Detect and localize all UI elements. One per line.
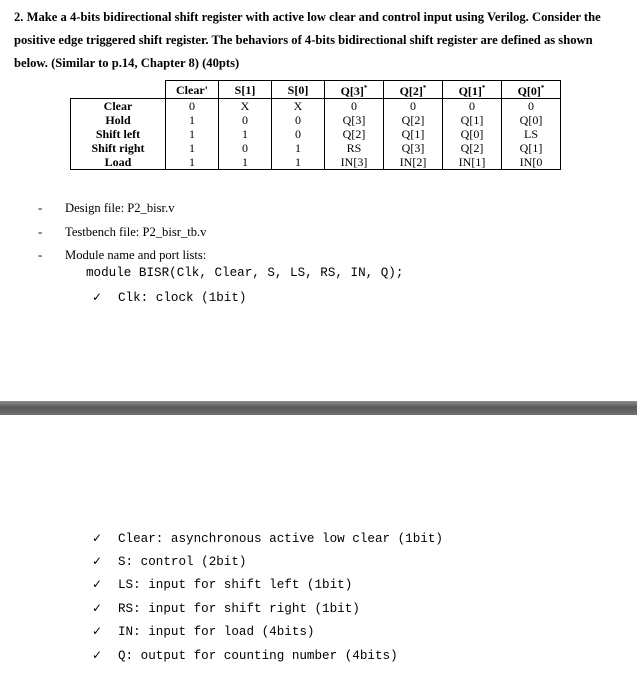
table-cell: X <box>219 99 272 114</box>
table-cell: Q[0] <box>502 113 561 127</box>
row-label: Hold <box>71 113 166 127</box>
table-cell: Q[3] <box>384 141 443 155</box>
check-icon: ✓ <box>92 554 103 568</box>
next-state-marker: * <box>363 84 368 92</box>
table-header-row <box>71 81 561 99</box>
table-cell: 0 <box>325 99 384 114</box>
table-cell: 1 <box>166 113 219 127</box>
port-item <box>92 577 352 592</box>
table-row <box>71 127 561 141</box>
table-cell: 0 <box>384 99 443 114</box>
table-cell: RS <box>325 141 384 155</box>
port-item <box>92 290 246 305</box>
header-s1: S[1] <box>219 81 272 99</box>
row-label: Shift right <box>71 141 166 155</box>
next-state-marker: * <box>540 84 545 92</box>
table-cell: Q[1] <box>443 113 502 127</box>
table-cell: 0 <box>272 127 325 141</box>
table-row <box>71 113 561 127</box>
check-icon: ✓ <box>92 290 103 304</box>
testbench-file-text: Testbench file: P2_bisr_tb.v <box>65 224 207 239</box>
header-q3: Q[3]* <box>325 81 384 99</box>
port-text: S: control (2bit) <box>118 555 247 569</box>
dash-marker: - <box>38 224 43 239</box>
table-cell: Q[1] <box>384 127 443 141</box>
next-state-marker: * <box>422 84 427 92</box>
table-cell: Q[0] <box>443 127 502 141</box>
table-cell: 0 <box>219 113 272 127</box>
header-clear: Clear' <box>166 81 219 99</box>
table-row <box>71 99 561 114</box>
table-cell: Q[1] <box>502 141 561 155</box>
check-icon: ✓ <box>92 648 103 662</box>
table-row <box>71 155 561 170</box>
header-q2: Q[2]* <box>384 81 443 99</box>
port-text: IN: input for load (4bits) <box>118 625 315 639</box>
table-cell: 0 <box>219 141 272 155</box>
port-item <box>92 554 246 569</box>
port-text: RS: input for shift right (1bit) <box>118 602 360 616</box>
table-cell: 1 <box>272 155 325 170</box>
module-port-text: Module name and port lists: <box>65 248 207 262</box>
table-cell: Q[2] <box>443 141 502 155</box>
header-s0: S[0] <box>272 81 325 99</box>
table-cell: Q[2] <box>384 113 443 127</box>
table-cell: 1 <box>166 127 219 141</box>
table-cell: LS <box>502 127 561 141</box>
page-divider <box>0 401 637 415</box>
row-label: Load <box>71 155 166 170</box>
port-text: Clk: clock (1bit) <box>118 291 247 305</box>
next-state-marker: * <box>481 84 486 92</box>
port-text: LS: input for shift left (1bit) <box>118 578 353 592</box>
truth-table <box>70 80 561 170</box>
table-cell: IN[1] <box>443 155 502 170</box>
table-cell: Q[3] <box>325 113 384 127</box>
check-icon: ✓ <box>92 624 103 638</box>
table-row <box>71 141 561 155</box>
table-cell: 0 <box>443 99 502 114</box>
table-cell: IN[2] <box>384 155 443 170</box>
table-cell: 0 <box>502 99 561 114</box>
row-label: Shift left <box>71 127 166 141</box>
table-cell: 0 <box>272 113 325 127</box>
port-item <box>92 624 315 639</box>
question-title: 2. Make a 4-bits bidirectional shift register with active low clear and control input using Verilog. Consider the positive edge triggered shift register. The behaviors of 4-bits bidirectional shift register are defined as shown below. (Similar to p.14, Chapter 8) (40pts) <box>14 10 601 70</box>
dash-marker: - <box>38 248 43 262</box>
port-item <box>92 601 360 616</box>
table-cell: IN[0 <box>502 155 561 170</box>
header-q1: Q[1]* <box>443 81 502 99</box>
table-cell: Q[2] <box>325 127 384 141</box>
check-icon: ✓ <box>92 531 103 545</box>
header-empty <box>71 81 166 99</box>
module-signature: module BISR(Clk, Clear, S, LS, RS, IN, Q); <box>86 266 404 280</box>
port-item <box>92 648 398 663</box>
table-cell: IN[3] <box>325 155 384 170</box>
table-cell: X <box>272 99 325 114</box>
table-cell: 1 <box>219 127 272 141</box>
design-file-text: Design file: P2_bisr.v <box>65 201 175 215</box>
check-icon: ✓ <box>92 601 103 615</box>
port-item <box>92 531 443 546</box>
table-cell: 1 <box>272 141 325 155</box>
table-cell: 1 <box>166 155 219 170</box>
table-cell: 1 <box>166 141 219 155</box>
port-text: Clear: asynchronous active low clear (1bit) <box>118 532 443 546</box>
port-text: Q: output for counting number (4bits) <box>118 649 398 663</box>
check-icon: ✓ <box>92 577 103 591</box>
table-cell: 1 <box>219 155 272 170</box>
table-cell: 0 <box>166 99 219 114</box>
row-label: Clear <box>71 99 166 114</box>
header-q0: Q[0]* <box>502 81 561 99</box>
dash-marker: - <box>38 201 43 215</box>
